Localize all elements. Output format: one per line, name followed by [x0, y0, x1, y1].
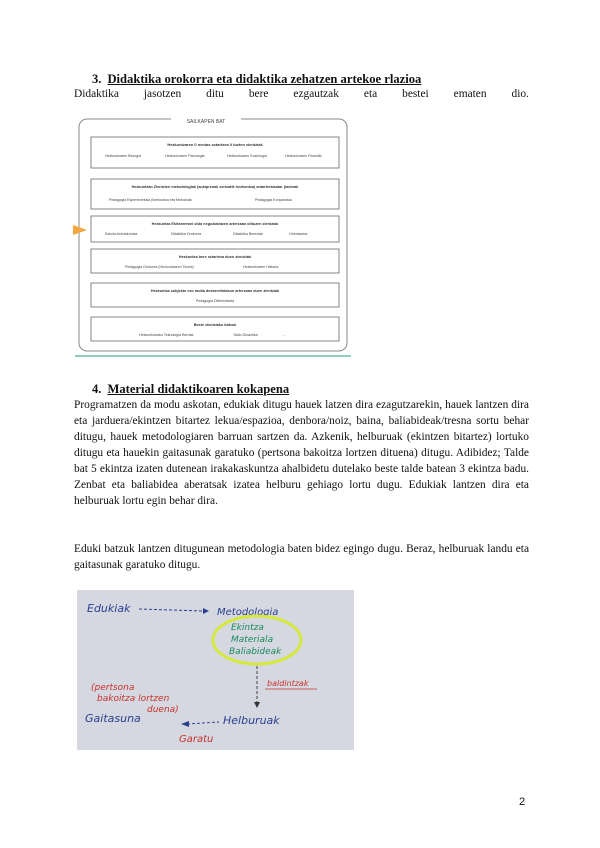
word: Didaktika — [74, 88, 119, 100]
diagram-box — [91, 249, 339, 273]
box-item: Hezkuntzaren Biologia — [105, 154, 141, 158]
box-item: Pedagogia Esperimentala (Ikerkuntza eta Metodoak — [109, 198, 192, 202]
word: ematen — [453, 88, 487, 100]
box-title: Hezkuntza bere sztarteza duen zientziak — [178, 255, 252, 259]
sketch-label: Ekintza — [231, 623, 264, 633]
box-title: Hezkuntza subjektu ezo multa desberdintasun arterzaan duen zientziak — [150, 289, 280, 293]
diagram-box — [91, 283, 339, 307]
page-number: 2 — [519, 796, 526, 808]
box-item: Hezkuntzaren Psicologia — [165, 154, 205, 158]
box-item: Hezkuntzaren Filosofia — [285, 154, 322, 158]
diagram-header: SAILKAPEN BAT — [186, 119, 226, 125]
word: jasotzen — [143, 88, 182, 100]
word: bere — [248, 88, 269, 100]
section-4-paragraph-2: Eduki batzuk lantzen ditugunean metodologia baten bidez egingo dugu. Beraz, helburuak landu eta gaitasunak garatuko ditugu. — [74, 543, 529, 571]
diagram-box — [91, 216, 339, 242]
box-title: Hezkuntzaren 0 nenias sztartzea 0 tuzten zientziak — [167, 142, 263, 147]
word: ditu — [206, 88, 224, 100]
box-item: Didaktika Orokorra — [171, 232, 201, 236]
section-3-heading — [92, 72, 421, 87]
sketch-label: duena) — [147, 705, 179, 715]
box-item: Pedagogia Diferentziala — [195, 299, 235, 303]
sketch-label: Metodologia — [217, 607, 279, 618]
box-item: Hezkuntzaren Soziologia — [227, 154, 267, 158]
box-item: Eskola Antolakuntza — [105, 232, 138, 236]
word: eta — [363, 88, 378, 100]
section-4-title: Material didaktikoaren kokapena — [107, 382, 290, 396]
sketch-label: Helburuak — [223, 714, 280, 727]
section-4-heading — [92, 382, 289, 397]
box-item: Taldo Dinamika — [233, 333, 258, 337]
box-item: Hezkuntzaren Historia — [243, 265, 279, 269]
sketch-label: Materiala — [231, 635, 274, 645]
box-title: Beste zientziako batzuk — [193, 323, 237, 327]
box-item: Hezkuntzarako Teknologia Berriak — [139, 333, 194, 337]
section-3-sentence — [74, 88, 529, 100]
sketch-label: Gaitasuna — [85, 712, 141, 725]
box-title: Hezkuntzan Zientzien metodologiak (aukiprenak zertzatik hezkontza) antarteratzatar (Iasbrak — [131, 185, 299, 189]
sketch-label: (pertsona — [91, 683, 135, 693]
sketch-label: Baliabideak — [229, 647, 282, 657]
sketch-label: Edukiak — [87, 602, 131, 615]
box-item: Didaktika Bereziak — [233, 232, 263, 236]
sketch-label: bakoitza lortzen — [97, 694, 170, 704]
box-item: Pedagogia Konparatua — [255, 198, 292, 202]
sketch-label: baldintzak — [267, 679, 309, 688]
box-title: Hezkuntza Ekitearenari oldo negozialatzen arterzaan olituzen zientziak — [151, 222, 279, 226]
word: dio. — [511, 88, 529, 100]
section-3-title: Didaktika orokorra eta didaktika zehatzen artekoe rlazioa — [107, 72, 422, 86]
box-item: ... — [283, 333, 286, 337]
diagram-box — [91, 179, 339, 209]
section-4-paragraph-1: Programatzen da modu askotan, edukiak ditugu hauek latzen dira ezagutzarekin, hauek lantzen dira eta jarduera/ekintzen bitartez lekua/espazioa, denbora/noiz, baina, baliabideak/tresna sortu behar ditugu, hauek metodologiaren barruan sartzen da. Azkenik, helburuak (ekintzen bitartez) lortuko ditugu eta hauekin gaitasunak garatuko (pertsona bakoitza lortzen dituena) ditugu. Adibidez; Talde bat 5 ekintza izaten dutenean irakakaskuntza ahalbidetu dutelako beste talde batean 3 ekintza badu. Zenbat eta baliabidea aberatsak izatea helburu gehiago lortu dugu. Edukiak lantzen dira eta helburuak lortu egin behar dira. — [74, 399, 529, 507]
word: ezgautzak — [293, 88, 339, 100]
sketch-label: Garatu — [179, 734, 214, 745]
section-4-number: 4. — [92, 382, 102, 396]
handwritten-sketch — [77, 590, 354, 750]
box-item: Orientazioa — [289, 232, 308, 236]
section-3-number: 3. — [92, 72, 102, 86]
classification-diagram — [73, 115, 353, 359]
diagram-box — [91, 317, 339, 341]
box-item: Pedagogia Orokorra (Hezkuntzaren Teoria) — [125, 265, 194, 269]
word: bestei — [402, 88, 429, 100]
